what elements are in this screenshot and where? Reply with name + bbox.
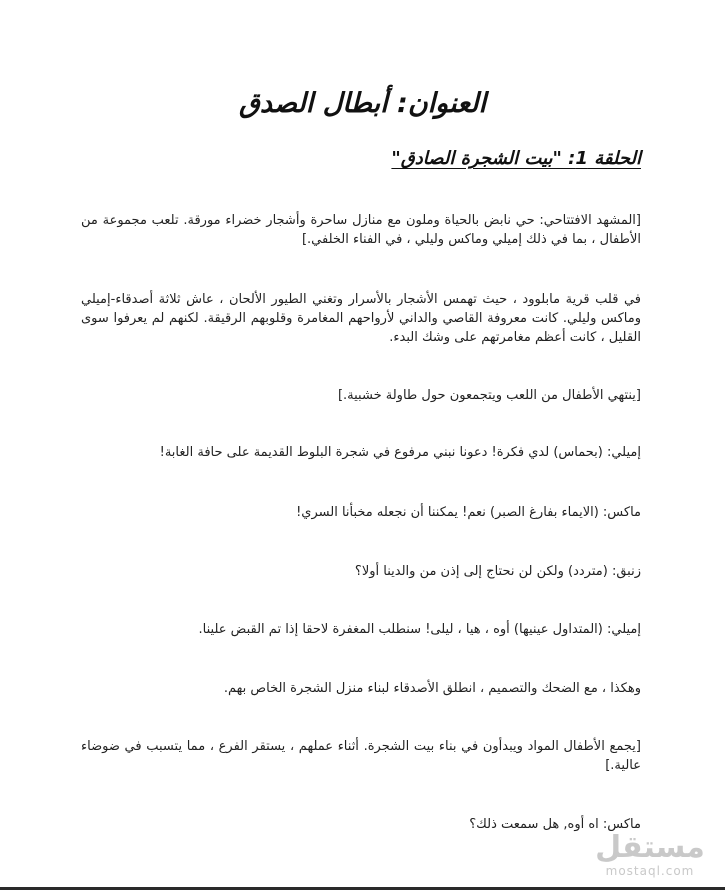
paragraph-dialogue-emily-2: إميلي: (المتداول عينيها) أوه ، هيا ، ليلى! سنطلب المغفرة لاحقا إذا تم القبض علينا.	[198, 622, 641, 637]
paragraph-dialogue-emily: إميلي: (بحماس) لدي فكرة! دعونا نبني مرفوع في شجرة البلوط القديمة على حافة الغابة!	[159, 445, 641, 460]
paragraph-stage-direction-2: [يجمع الأطفال المواد ويبدأون في بناء بيت الشجرة. أثناء عملهم ، يستقر الفرع ، مما يتسبب في ضوضاء عالية.]	[81, 739, 641, 773]
watermark-arabic-text: مستقل	[595, 830, 705, 865]
mostaql-watermark-logo	[595, 832, 705, 878]
paragraph-narration: في قلب قرية مابلوود ، حيث تهمس الأشجار بالأسرار وتغني الطيور الألحان ، عاش ثلاثة أصدقاء-إميلي وماكس وليلي. كانت معروفة القاصي والداني لأرواحهم المغامرة وقلوبهم الرقيقة. لكنهم لم يعرفوا سوى القليل ، كانت أعظم مغامرتهم على وشك البدء.	[81, 292, 641, 345]
paragraph-dialogue-max-2: ماكس: اه أوه, هل سمعت ذلك؟	[469, 817, 641, 832]
document-title: العنوان: أبطال الصدق	[238, 88, 487, 119]
paragraph-narration-2: وهكذا ، مع الضحك والتصميم ، انطلق الأصدقاء لبناء منزل الشجرة الخاص بهم.	[223, 681, 641, 696]
episode-title: الحلقة 1: "بيت الشجرة الصادق"	[391, 148, 641, 169]
paragraph-stage-direction: [ينتهي الأطفال من اللعب ويتجمعون حول طاولة خشبية.]	[337, 388, 641, 403]
paragraph-opening-scene: [المشهد الافتتاحي: حي نابض بالحياة وملون مع منازل ساحرة وأشجار خضراء مورقة. تلعب مجموعة من الأطفال ، بما في ذلك إميلي وماكس وليلي ، في الفناء الخلفي.]	[81, 213, 641, 247]
paragraph-dialogue-lily: زنبق: (متردد) ولكن لن نحتاج إلى إذن من والدينا أولا؟	[354, 564, 641, 579]
watermark-latin-text: mostaql.com	[605, 864, 695, 878]
paragraph-dialogue-max: ماكس: (الايماء بفارغ الصبر) نعم! يمكننا أن نجعله مخبأنا السري!	[296, 505, 641, 520]
